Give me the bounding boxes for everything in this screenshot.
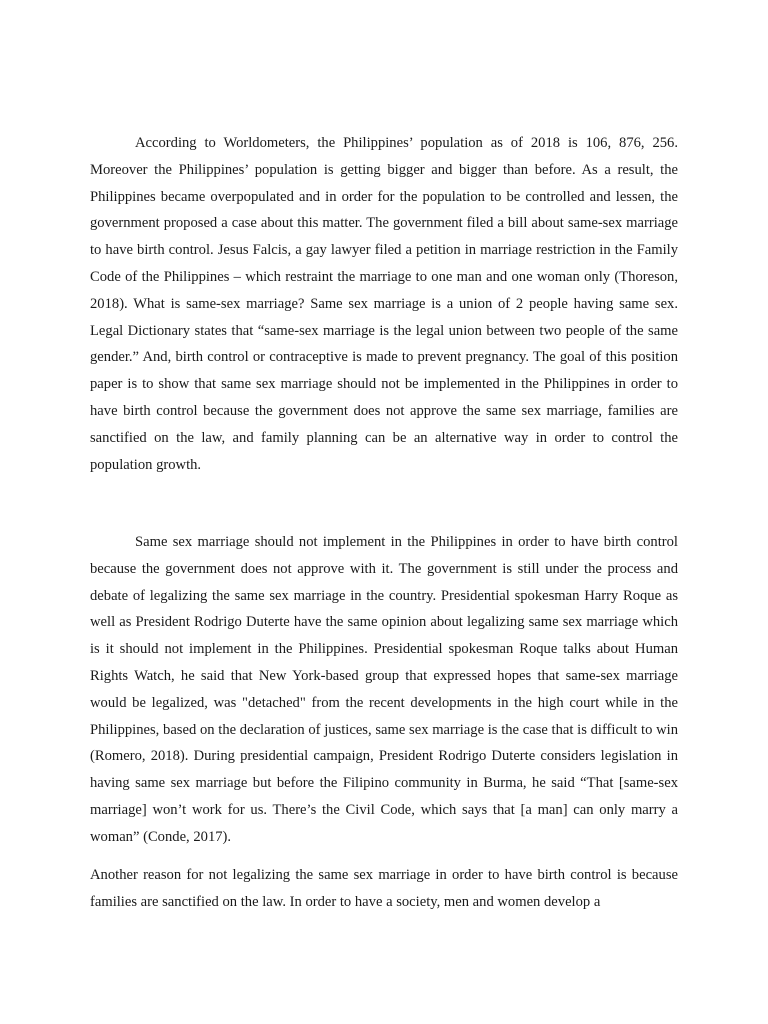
paragraph-government-stance: Same sex marriage should not implement in the Philippines in order to have birth control because the government does not approve with it. The government is still under the process and debate of legalizing the same sex marriage in the country. Presidential spokesman Harry Roque as well as President Rodrigo Duterte have the same opinion about legalizing same sex marriage which is it should not implement in the Philippines. Presidential spokesman Roque talks about Human Rights Watch, he said that New York-based group that expressed hopes that same-sex marriage would be legalized, was "detached" from the recent developments in the high court while in the Philippines, based on the declaration of justices, same sex marriage is the case that is difficult to win (Romero, 2018). During presidential campaign, President Rodrigo Duterte considers legislation in having same sex marriage but before the Filipino community in Burma, he said “That [same-sex marriage] won’t work for us. There’s the Civil Code, which says that [a man] can only marry a woman” (Conde, 2017). (90, 534, 678, 845)
paragraph-family-sanctity: Another reason for not legalizing the same sex marriage in order to have birth control is because families are sanctified on the law. In order to have a society, men and women develop a (90, 867, 678, 910)
paragraph-introduction: According to Worldometers, the Philippines’ population as of 2018 is 106, 876, 256. Moreover the Philippines’ population is getting bigger and bigger than before. As a result, the Philippines became overpopulated and in order for the population to be controlled and lessen, the government proposed a case about this matter. The government filed a bill about same-sex marriage to have birth control. Jesus Falcis, a gay lawyer filed a petition in marriage restriction in the Family Code of the Philippines – which restraint the marriage to one man and one woman only (Thoreson, 2018). What is same-sex marriage? Same sex marriage is a union of 2 people having same sex. Legal Dictionary states that “same-sex marriage is the legal union between two people of the same gender.” And, birth control or contraceptive is made to prevent pregnancy. The goal of this position paper is to show that same sex marriage should not be implemented in the Philippines in order to have birth control because the government does not approve the same sex marriage, families are sanctified on the law, and family planning can be an alternative way in order to control the population growth. (90, 135, 678, 473)
